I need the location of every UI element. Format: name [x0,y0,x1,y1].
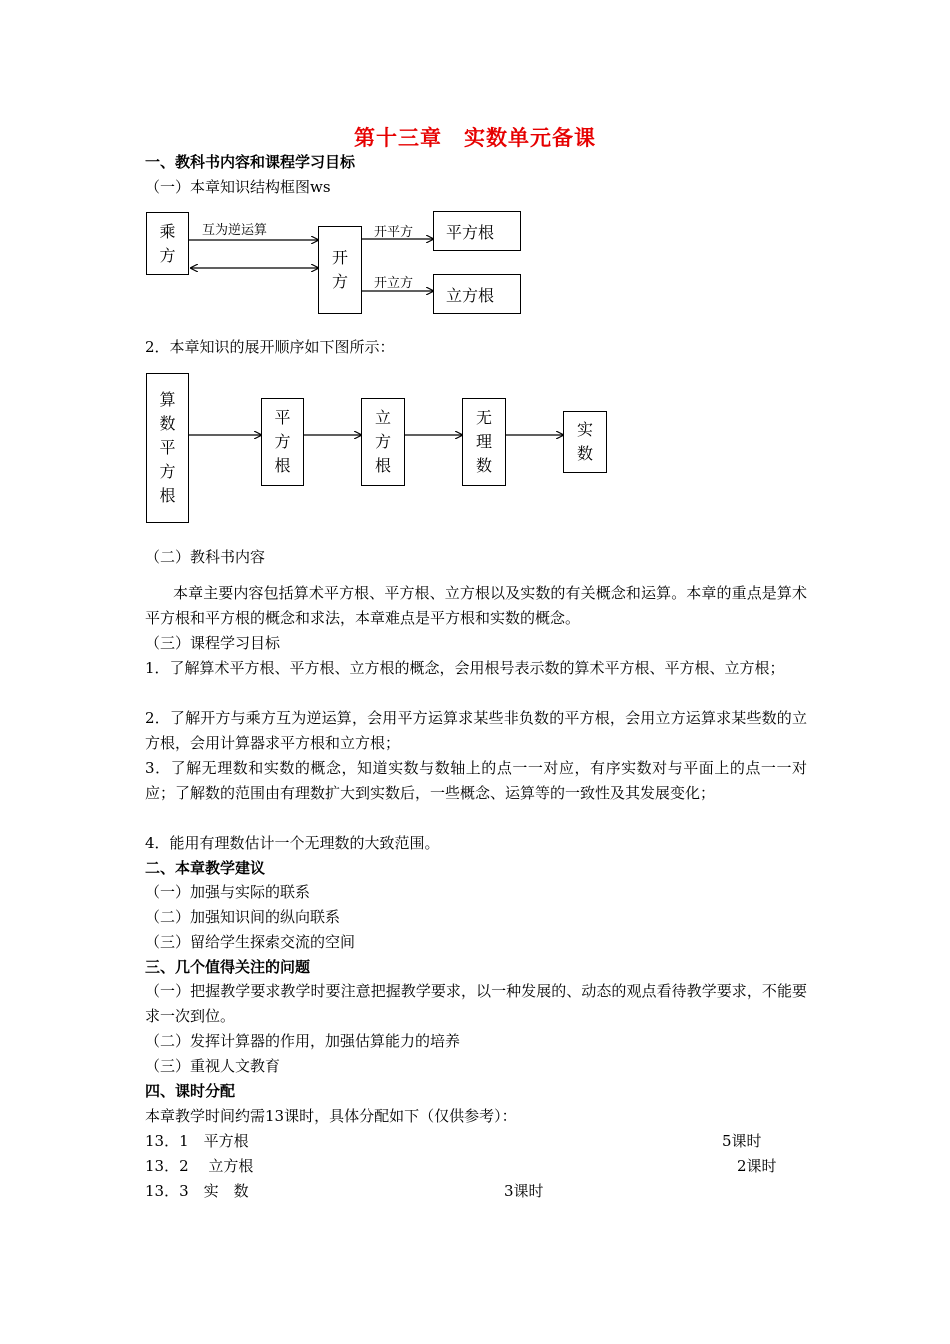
item-2: 2．本章知识的展开顺序如下图所示： [145,338,395,356]
suggestion-2: （二）加强知识间的纵向联系 [145,908,341,926]
box-suanshu-pingfanggen: 算 数 平 方 根 [146,373,189,523]
page-title: 第十三章 实数单元备课 [354,126,596,150]
box-lifanggen-2: 立 方 根 [361,398,405,486]
section-1-heading: 一、教科书内容和课程学习目标 [145,153,356,171]
schedule-intro: 本章教学时间约需13课时，具体分配如下（仅供参考）： [145,1107,517,1125]
label-huwei-niyunsuan: 互为逆运算 [202,223,268,238]
suggestion-1: （一）加强与实际的联系 [145,883,311,901]
issue-3: （三）重视人文教育 [145,1057,281,1075]
subsection-1-3: （三）课程学习目标 [145,634,281,652]
box-pingfanggen-2: 平 方 根 [261,398,304,486]
suggestion-3: （三）留给学生探索交流的空间 [145,933,356,951]
issue-1: （一）把握教学要求教学时要注意把握教学要求，以一种发展的、动态的观点看待教学要求，不能要求一次到位。 [145,982,807,1025]
goal-4: 4．能用有理数估计一个无理数的大致范围。 [145,834,440,852]
section-2-heading: 二、本章教学建议 [145,859,266,877]
schedule-row-section: 13．3 实 数 [145,1182,249,1200]
subsection-1-2: （二）教科书内容 [145,548,266,566]
box-lifanggen: 立方根 [433,274,521,314]
textbook-content-paragraph: 本章主要内容包括算术平方根、平方根、立方根以及实数的有关概念和运算。本章的重点是算术平方根和平方根的概念和求法，本章难点是平方根和实数的概念。 [145,584,807,627]
section-3-heading: 三、几个值得关注的问题 [145,958,311,976]
issue-2: （二）发挥计算器的作用，加强估算能力的培养 [145,1032,461,1050]
schedule-row-section: 13．1 平方根 [145,1132,249,1150]
schedule-row-section: 13．2 立方根 [145,1157,254,1175]
goal-2: 2．了解开方与乘方互为逆运算，会用平方运算求某些非负数的平方根，会用立方运算求某些数的立方根，会用计算器求平方根和立方根； [145,709,807,752]
box-shishu: 实 数 [563,411,607,473]
box-chengfang: 乘 方 [146,212,189,275]
goal-3: 3．了解无理数和实数的概念，知道实数与数轴上的点一一对应，有序实数对与平面上的点一一对应；了解数的范围由有理数扩大到实数后，一些概念、运算等的一致性及其发展变化； [145,759,807,802]
box-kaifang: 开 方 [318,226,362,314]
label-kaipingfang: 开平方 [374,225,414,240]
box-wulishu: 无 理 数 [462,398,506,486]
schedule-row-hours: 5课时 [722,1132,762,1150]
schedule-row-hours: 2课时 [737,1157,777,1175]
label-kailifang: 开立方 [374,276,414,291]
schedule-row-hours: 3课时 [504,1182,544,1200]
box-pingfanggen: 平方根 [433,211,521,251]
subsection-1-1: （一）本章知识结构框图ws [145,178,331,196]
goal-1: 1．了解算术平方根、平方根、立方根的概念，会用根号表示数的算术平方根、平方根、立方根； [145,659,785,677]
section-4-heading: 四、课时分配 [145,1082,236,1100]
